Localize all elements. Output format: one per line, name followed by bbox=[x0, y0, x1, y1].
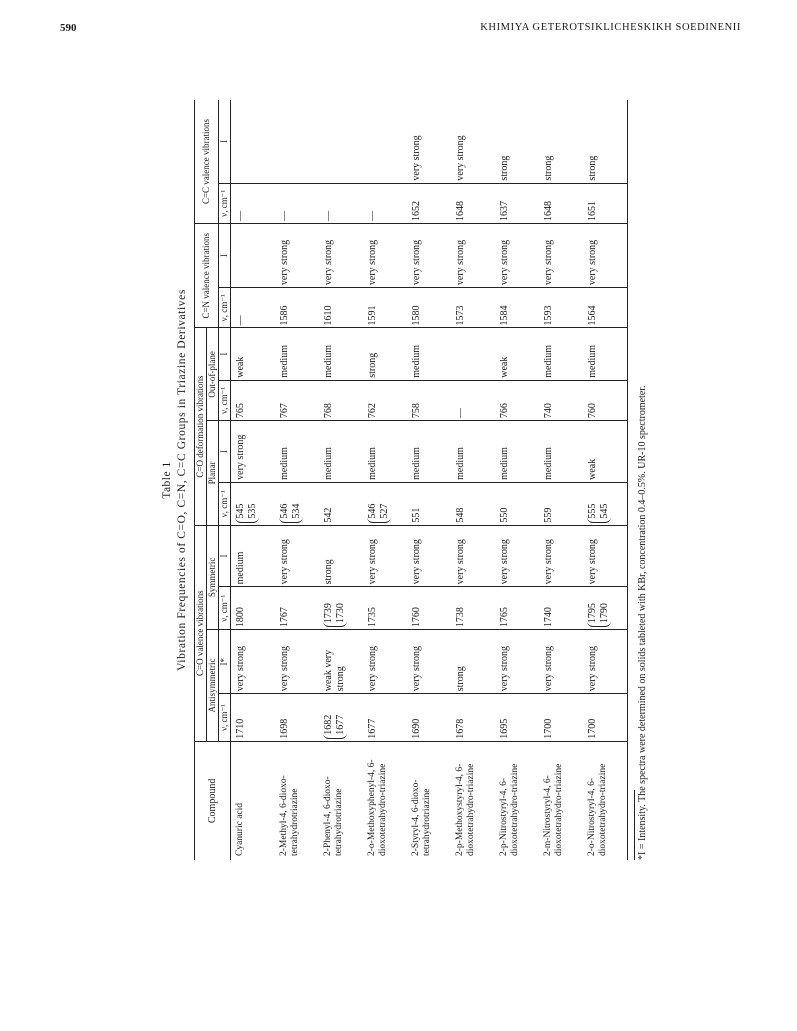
footnote-text: *I = Intensity. The spectra were determined on solids tableted with KBr, concentration 0.4–0.5%. UR-10 spectrometer. bbox=[637, 385, 648, 860]
subgroup-antisymmetric: Antisymmetric bbox=[207, 630, 219, 742]
table-row bbox=[407, 100, 451, 860]
cell-plan-i: medium bbox=[275, 421, 319, 483]
cell-plan-i: very strong bbox=[231, 421, 276, 483]
cell-anti-i: very strong bbox=[495, 630, 539, 694]
compound-name: 2-p-Nitrostyryl-4, 6-dioxotetrahydro-triazine bbox=[499, 763, 520, 856]
cell-oop-i: strong bbox=[363, 328, 407, 380]
brace-pair bbox=[587, 603, 611, 627]
cell-oop-i: medium bbox=[407, 328, 451, 380]
table-row bbox=[539, 100, 583, 860]
cell-plan-i: medium bbox=[451, 421, 495, 483]
cell-value: 534 bbox=[291, 503, 302, 519]
table-row bbox=[363, 100, 407, 860]
col-cc-i: I bbox=[219, 100, 231, 183]
cell-cn-i: very strong bbox=[451, 224, 495, 288]
brace-pair bbox=[367, 504, 391, 523]
cell-value: 545 bbox=[235, 503, 246, 519]
cell-anti-nu bbox=[319, 694, 363, 742]
cell-sym-nu: 1765 bbox=[495, 587, 539, 630]
cell-anti-i: very strong bbox=[407, 630, 451, 694]
cell-sym-i: very strong bbox=[583, 525, 628, 587]
brace-pair bbox=[323, 603, 347, 627]
cell-cn-nu: 1580 bbox=[407, 288, 451, 328]
cell-plan-nu bbox=[231, 482, 276, 525]
cell-cn-i: very strong bbox=[583, 224, 628, 288]
cell-sym-nu: 1767 bbox=[275, 587, 319, 630]
subgroup-planar: Planar bbox=[207, 421, 219, 526]
cell-anti-nu: 1690 bbox=[407, 694, 451, 742]
cell-oop-nu: 766 bbox=[495, 380, 539, 420]
cell-value: 1682 bbox=[323, 714, 334, 735]
cell-anti-i: very strong bbox=[363, 630, 407, 694]
cell-plan-i: medium bbox=[539, 421, 583, 483]
cell-cn-i: very strong bbox=[319, 224, 363, 288]
cell-anti-i: weak very strong bbox=[319, 630, 363, 694]
cell-oop-nu: 768 bbox=[319, 380, 363, 420]
cell-cn-i: very strong bbox=[275, 224, 319, 288]
page-header bbox=[0, 22, 797, 42]
cell-plan-nu bbox=[363, 482, 407, 525]
cell-sym-i: very strong bbox=[363, 525, 407, 587]
cell-value: 527 bbox=[379, 503, 390, 519]
cell-anti-nu: 1710 bbox=[231, 694, 276, 742]
compound-name: 2-m-Nitrostyryl-4, 6-dioxotetrahydro-triazine bbox=[543, 763, 564, 856]
col-cc-nu: ν, cm⁻¹ bbox=[219, 183, 231, 223]
cell-anti-i: very strong bbox=[275, 630, 319, 694]
col-planar-nu: ν, cm⁻¹ bbox=[219, 482, 231, 525]
cell-cc-nu: — bbox=[275, 183, 319, 223]
cell-cc-i bbox=[275, 100, 319, 183]
brace-pair bbox=[323, 715, 347, 739]
cell-value: 1730 bbox=[335, 603, 346, 624]
cell-sym-nu bbox=[583, 587, 628, 630]
cell-cc-nu: — bbox=[319, 183, 363, 223]
cell-sym-nu: 1760 bbox=[407, 587, 451, 630]
cell-oop-i: weak bbox=[495, 328, 539, 380]
cell-cc-nu: — bbox=[231, 183, 276, 223]
cell-anti-nu: 1677 bbox=[363, 694, 407, 742]
brace-pair bbox=[279, 504, 303, 523]
col-cn-nu: ν, cm⁻¹ bbox=[219, 288, 231, 328]
col-sym-i: I bbox=[219, 525, 231, 587]
table-footnote bbox=[634, 100, 649, 860]
cell-sym-i: very strong bbox=[539, 525, 583, 587]
cell-sym-nu bbox=[319, 587, 363, 630]
cell-oop-nu: 767 bbox=[275, 380, 319, 420]
group-cn-valence: C=N valence vibrations bbox=[195, 224, 219, 329]
cell-cn-nu: 1610 bbox=[319, 288, 363, 328]
table-row bbox=[275, 100, 319, 860]
col-oop-nu: ν, cm⁻¹ bbox=[219, 380, 231, 420]
cell-value: 546 bbox=[279, 503, 290, 519]
cell-value: 1795 bbox=[587, 603, 598, 624]
col-anti-i: I* bbox=[219, 630, 231, 694]
cell-anti-i: very strong bbox=[583, 630, 628, 694]
cell-sym-i: very strong bbox=[275, 525, 319, 587]
cell-value: 555 bbox=[587, 503, 598, 519]
cell-anti-nu: 1700 bbox=[539, 694, 583, 742]
cell-anti-i: strong bbox=[451, 630, 495, 694]
cell-plan-i: medium bbox=[363, 421, 407, 483]
table-row bbox=[231, 100, 276, 860]
table-caption bbox=[160, 100, 190, 860]
cell-value: 1790 bbox=[599, 603, 610, 624]
col-planar-i: I bbox=[219, 421, 231, 483]
cell-cn-nu: 1586 bbox=[275, 288, 319, 328]
cell-cn-i: very strong bbox=[363, 224, 407, 288]
col-compound: Compound bbox=[195, 741, 231, 860]
cell-cc-i: very strong bbox=[451, 100, 495, 183]
cell-sym-i: very strong bbox=[451, 525, 495, 587]
cell-plan-i: weak bbox=[583, 421, 628, 483]
cell-plan-nu bbox=[275, 482, 319, 525]
table-row bbox=[319, 100, 363, 860]
cell-cc-i: very strong bbox=[407, 100, 451, 183]
cell-plan-nu bbox=[583, 482, 628, 525]
cell-oop-nu: — bbox=[451, 380, 495, 420]
cell-cn-i bbox=[231, 224, 276, 288]
cell-sym-nu: 1735 bbox=[363, 587, 407, 630]
subgroup-symmetric: Symmetric bbox=[207, 525, 219, 630]
col-sym-nu: ν, cm⁻¹ bbox=[219, 587, 231, 630]
cell-oop-i: medium bbox=[539, 328, 583, 380]
cell-cc-i bbox=[231, 100, 276, 183]
compound-name: 2-Styryl-4, 6-dioxo-tetrahydrotriazine bbox=[411, 779, 432, 856]
col-cn-i: I bbox=[219, 224, 231, 288]
rotated-table-block bbox=[160, 100, 720, 860]
cell-value: 1677 bbox=[335, 714, 346, 735]
cell-value: 545 bbox=[599, 503, 610, 519]
cell-anti-nu: 1695 bbox=[495, 694, 539, 742]
cell-oop-nu: 762 bbox=[363, 380, 407, 420]
cell-cc-nu: 1648 bbox=[451, 183, 495, 223]
col-oop-i: I bbox=[219, 328, 231, 380]
footnote-rule bbox=[634, 790, 635, 860]
compound-name: 2-p-Methoxystyryl-4, 6-dioxotetrahydro-triazine bbox=[455, 763, 476, 856]
vibration-table bbox=[194, 100, 628, 860]
cell-anti-nu: 1700 bbox=[583, 694, 628, 742]
cell-cc-nu: — bbox=[363, 183, 407, 223]
cell-anti-i: very strong bbox=[231, 630, 276, 694]
cell-anti-nu: 1678 bbox=[451, 694, 495, 742]
cell-plan-nu: 542 bbox=[319, 482, 363, 525]
cell-sym-i: very strong bbox=[495, 525, 539, 587]
cell-cn-nu: 1584 bbox=[495, 288, 539, 328]
cell-cc-i: strong bbox=[583, 100, 628, 183]
cell-anti-i: very strong bbox=[539, 630, 583, 694]
journal-title: KHIMIYA GETEROTSIKLICHESKIKH SOEDINENII bbox=[480, 22, 741, 33]
cell-cc-nu: 1648 bbox=[539, 183, 583, 223]
cell-plan-nu: 550 bbox=[495, 482, 539, 525]
cell-cc-i bbox=[363, 100, 407, 183]
compound-name: Cyanuric acid bbox=[235, 802, 245, 856]
table-title: Vibration Frequencies of C=O, C=N, C=C Groups in Triazine Derivatives bbox=[176, 289, 188, 671]
cell-oop-i: medium bbox=[583, 328, 628, 380]
cell-sym-nu: 1740 bbox=[539, 587, 583, 630]
cell-sym-i: strong bbox=[319, 525, 363, 587]
cell-oop-i: medium bbox=[275, 328, 319, 380]
cell-oop-i: medium bbox=[319, 328, 363, 380]
cell-cn-nu: — bbox=[231, 288, 276, 328]
cell-value: 535 bbox=[247, 503, 258, 519]
table-row bbox=[583, 100, 628, 860]
table-body bbox=[231, 100, 628, 860]
compound-name: 2-o-Methoxyphenyl-4, 6-dioxotetrahydro-triazine bbox=[367, 759, 388, 856]
cell-oop-nu: 765 bbox=[231, 380, 276, 420]
group-co-deformation: C=O deformation vibrations bbox=[195, 328, 207, 525]
cell-cn-nu: 1591 bbox=[363, 288, 407, 328]
cell-cn-i: very strong bbox=[539, 224, 583, 288]
cell-oop-nu: 758 bbox=[407, 380, 451, 420]
table-number: Table 1 bbox=[161, 461, 173, 499]
cell-cn-nu: 1573 bbox=[451, 288, 495, 328]
cell-sym-nu: 1738 bbox=[451, 587, 495, 630]
cell-cn-i: very strong bbox=[495, 224, 539, 288]
cell-sym-nu: 1800 bbox=[231, 587, 276, 630]
cell-cn-i: very strong bbox=[407, 224, 451, 288]
cell-plan-nu: 548 bbox=[451, 482, 495, 525]
cell-cn-nu: 1564 bbox=[583, 288, 628, 328]
cell-value: 1739 bbox=[323, 603, 334, 624]
page-number: 590 bbox=[60, 22, 77, 34]
col-anti-nu: ν, cm⁻¹ bbox=[219, 694, 231, 742]
brace-pair bbox=[235, 504, 259, 523]
group-cc-valence: C=C valence vibrations bbox=[195, 100, 219, 224]
cell-plan-nu: 559 bbox=[539, 482, 583, 525]
cell-cc-nu: 1651 bbox=[583, 183, 628, 223]
cell-plan-i: medium bbox=[407, 421, 451, 483]
cell-oop-i bbox=[451, 328, 495, 380]
cell-cc-i: strong bbox=[495, 100, 539, 183]
cell-cc-nu: 1637 bbox=[495, 183, 539, 223]
cell-oop-i: weak bbox=[231, 328, 276, 380]
cell-sym-i: medium bbox=[231, 525, 276, 587]
compound-name: 2-o-Nitrostyryl-4, 6-dioxotetrahydro-triazine bbox=[583, 741, 628, 860]
cell-sym-i: very strong bbox=[407, 525, 451, 587]
table-row bbox=[451, 100, 495, 860]
table-row bbox=[495, 100, 539, 860]
compound-name: 2-Methyl-4, 6-dioxo-tetrahydrotriazine bbox=[279, 775, 300, 856]
subgroup-out-of-plane: Out-of-plane bbox=[207, 328, 219, 421]
cell-anti-nu: 1698 bbox=[275, 694, 319, 742]
cell-plan-i: medium bbox=[495, 421, 539, 483]
group-co-valence: C=O valence vibrations bbox=[195, 525, 207, 741]
cell-plan-nu: 551 bbox=[407, 482, 451, 525]
cell-cc-i bbox=[319, 100, 363, 183]
cell-plan-i: medium bbox=[319, 421, 363, 483]
cell-cn-nu: 1593 bbox=[539, 288, 583, 328]
compound-name: 2-Phenyl-4, 6-dioxo-tetrahydrotriazine bbox=[323, 776, 344, 856]
cell-cc-nu: 1652 bbox=[407, 183, 451, 223]
cell-value: 546 bbox=[367, 503, 378, 519]
cell-oop-nu: 740 bbox=[539, 380, 583, 420]
cell-oop-nu: 760 bbox=[583, 380, 628, 420]
brace-pair bbox=[587, 504, 611, 523]
cell-cc-i: strong bbox=[539, 100, 583, 183]
